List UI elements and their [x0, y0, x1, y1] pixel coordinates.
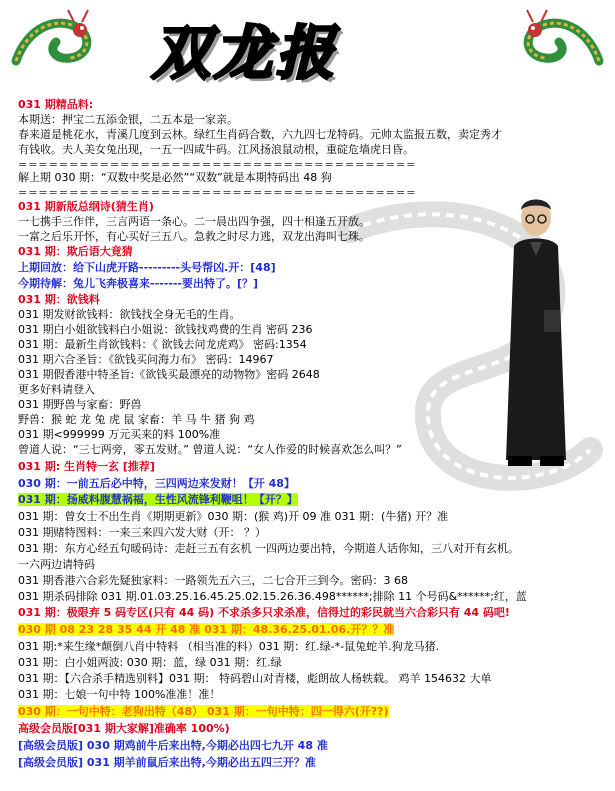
text: 春来道是桃花水，青溪几度到云林。绿红生肖码合数，六九四七龙特码。元帅太监报五数，卖定秀才	[18, 128, 502, 141]
line-27	[18, 510, 448, 524]
text: 解上期 030 期：“双数中奖是必然”“双数”就是本期特码出 48 狗	[18, 171, 332, 184]
text: 今期待解：兔儿飞奔极喜来-------要出特了。[？]	[18, 277, 259, 290]
text: 031 期<999999 万元买来的料 100%准	[18, 428, 221, 441]
line-5	[18, 171, 332, 185]
text: 031 期：曾女士不出生肖《期期更新》030 期：(猴 鸡)开 09 准 031 期：(牛猪) 开？准	[18, 510, 449, 523]
text: 031 期:*来生缘*颠倒八肖中特料 （相当准的料）031 期：红.绿-*-鼠兔蛇羊.狗龙马猪.	[18, 640, 440, 653]
line-17	[18, 353, 273, 367]
separator	[18, 186, 416, 200]
line-31	[18, 574, 408, 588]
text: =======================================	[18, 158, 417, 171]
line-2	[18, 128, 502, 142]
line-3	[18, 143, 414, 157]
text: 031 期香港六合彩先疑独家料：一路领先五六三，二七合开三到今。密码：3 68	[18, 574, 408, 587]
section-heading	[18, 245, 133, 259]
text: 031 期: 生肖特一玄 [推荐]	[18, 460, 155, 473]
more-link[interactable]	[18, 383, 95, 397]
text: 曾道人说：“三七两旁，零五发财。” 曾道人说：“女人作爱的时候喜欢怎么叫？”	[18, 443, 402, 456]
text: 本期送：押宝二五添金银，二五本是一家亲。	[18, 113, 238, 126]
line-15	[18, 323, 312, 337]
line-18	[18, 368, 320, 382]
portrait-figure-icon	[500, 192, 572, 470]
section-heading	[18, 200, 154, 214]
dragon-left-icon	[8, 6, 100, 76]
text: 有钱收。夫人美女兔出现，一五一四咸牛码。江风扬浪鼠动根，重碇危墙虎日昏。	[18, 143, 414, 156]
line-39	[18, 705, 389, 719]
line-25	[18, 477, 295, 491]
line-36	[18, 656, 282, 670]
text: 031 期：白小姐两波: 030 期：蓝，绿 031 期：红.绿	[18, 656, 282, 669]
line-35	[18, 640, 439, 654]
text: 031 期白小姐欲钱料白小姐说：欲钱找鸡费的生肖 密码 236	[18, 323, 313, 336]
line-1	[18, 113, 238, 127]
separator	[18, 158, 416, 172]
line-38	[18, 688, 220, 702]
line-22	[18, 428, 220, 442]
line-26	[18, 493, 298, 507]
line-37	[18, 672, 491, 686]
text: 031 期：极限弃 5 码专区(只有 44 码) 不求杀多只求杀准，信得过的彩民就当六合彩只有 44 码吧!	[18, 606, 510, 619]
line-16	[18, 338, 307, 352]
line-41	[18, 739, 328, 753]
header	[0, 0, 615, 98]
line-12	[18, 277, 258, 291]
section-heading	[18, 293, 100, 307]
line-8	[18, 215, 370, 229]
text: 031 期：最新生肖欲钱料：《 欲钱去问龙虎鸡》 密码:1354	[18, 338, 307, 351]
text: 031 期发财欲钱料：欲钱找全身无毛的生肖。	[18, 308, 241, 321]
line-32	[18, 590, 527, 604]
text: =======================================	[18, 186, 417, 199]
line-30	[18, 558, 95, 572]
text: 一七携手三作伴，三言两语一条心。二一晨出四争强，四十相逢五开放。	[18, 215, 370, 228]
text: 031 期：欲钱料	[18, 293, 100, 306]
text: 031 期新版总纲诗(猜生肖)	[18, 200, 154, 213]
text: 031 期精品料:	[18, 98, 94, 111]
section-heading	[18, 460, 155, 474]
line-34	[18, 623, 394, 637]
line-23	[18, 443, 402, 457]
line-28	[18, 526, 266, 540]
text: [高级会员版] 030 期鸡前牛后来出特,今期必出四七九开 48 准	[18, 739, 328, 752]
page-title: 双龙报	[152, 19, 339, 87]
line-14	[18, 308, 241, 322]
text: 031 期野兽与家畜：野兽	[18, 398, 142, 411]
text: 031 期：【六合杀手精选别料】031 期： 特码碧山对青楼，彪朗故人杨轶载。 鸡羊 154632 大单	[18, 672, 492, 685]
text: 030 期 08 23 28 35 44 开 48 准 031 期：48.36.25.01.06.开？？准	[18, 623, 395, 636]
line-29	[18, 542, 519, 556]
line-9	[18, 230, 370, 244]
text: 031 期六合圣旨：《欲钱买问海力布》 密码：14967	[18, 353, 274, 366]
text: 031 期杀码排除 031 期.01.03.25.16.45.25.02.15.26.36.498******;排除 11 个号码&******;红，蓝	[18, 590, 527, 603]
line-42	[18, 756, 316, 770]
text: 高级会员版[031 期大家解]准确率 100%)	[18, 722, 230, 735]
dragon-right-icon	[515, 6, 607, 76]
line-21	[18, 413, 254, 427]
line-0	[18, 98, 93, 112]
text: 030 期：一句中特：老狗出特（48） 031 期：一句中特：四一得六(开??)	[18, 705, 389, 718]
text: 031 期假香港中特圣旨:《欲钱买最漂亮的动物物》密码 2648	[18, 368, 320, 381]
text: 一富之后乐开怀，有心买好三五八。急救之时尽力逃，双龙出海叫七珠。	[18, 230, 370, 243]
line-11	[18, 261, 276, 275]
text: 031 期：七娘一句中特 100%准准！准！	[18, 688, 221, 701]
text: [高级会员版] 031 期羊前鼠后来出特,今期必出五四三开？准	[18, 756, 316, 769]
text: 031 期赌特图料：一来三来四六发大财（开： ？）	[18, 526, 266, 539]
text: 031 期：东方心经五句暖码诗：走赶三五有玄机 一四两边要出特，今期道人话你知，三八对开有玄机。	[18, 542, 519, 555]
text: 更多好料请登入	[18, 383, 95, 396]
line-20	[18, 398, 142, 412]
text: 上期回放：给下山虎开路---------头号帮凶.开：[48]	[18, 261, 276, 274]
text: 031 期：欺后语大竟猜	[18, 245, 133, 258]
line-40	[18, 722, 230, 736]
text: 野兽：猴 蛇 龙 兔 虎 鼠 家畜：羊 马 牛 猪 狗 鸡	[18, 413, 255, 426]
text: 一六两边请特码	[18, 558, 95, 571]
text: 030 期：一前五后必中特，三四两边来发财！【开 48】	[18, 477, 295, 490]
line-33	[18, 606, 510, 620]
text: 031 期：扬威料腹慧祸福，生性风流锋利鞭咀！【开？】	[18, 493, 298, 506]
